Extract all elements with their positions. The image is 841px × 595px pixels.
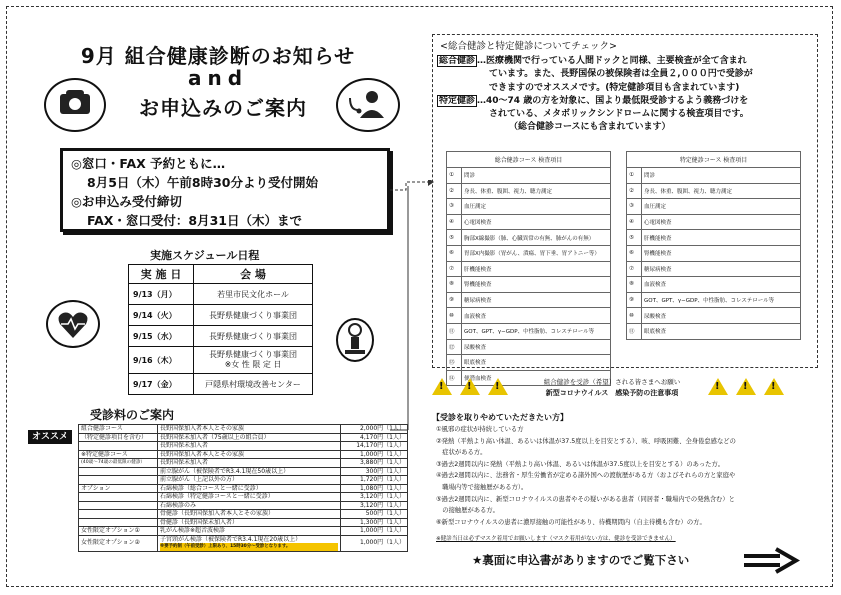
fee-price: 3,880円（1人） (341, 459, 408, 468)
fee-category (79, 476, 158, 485)
schedule-date: 9/15（水） (129, 326, 194, 347)
comparison-text (437, 55, 753, 135)
fee-category: 組合健診コース (79, 425, 158, 434)
schedule-table (128, 264, 313, 395)
item-number: ⑥ (627, 245, 642, 261)
item-number: ③ (447, 199, 462, 215)
table-row (627, 199, 801, 215)
item-number: ⑬ (447, 355, 462, 371)
item-number: ⑨ (627, 292, 642, 308)
schedule-title: 実施スケジュール日程 (150, 249, 260, 262)
warning-icon: ! (432, 378, 452, 395)
item-number: ⑪ (447, 323, 462, 339)
item-label: 尿酸検査 (642, 308, 801, 324)
fee-category: 女性限定オプション① (79, 527, 158, 536)
item-label: 身長、体重、腹囲、視力、聴力測定 (642, 183, 801, 199)
table-row (447, 308, 611, 324)
desc-general-2: ています。また、長野国保の被保険者は全員２,０００円で受診が (489, 69, 753, 80)
notice-heading: 【受診を取りやめていただきたい方】 (432, 413, 568, 422)
specific-exam-table (626, 151, 801, 340)
connector-arrows (390, 180, 434, 440)
table-row (447, 199, 611, 215)
fee-item: 前立腺がん（被保険者でR3.4.1現在50歳以上） (158, 467, 341, 476)
item-label: 心電図検査 (462, 214, 611, 230)
period-line2: 8月5日（木）午前8時30分より受付開始 (87, 175, 318, 190)
fee-price: 500円（1人） (341, 510, 408, 519)
item-number: ⑥ (447, 245, 462, 261)
item-label: GOT、GPT、γ−GDP、中性脂肪、コレステロール等 (462, 323, 611, 339)
schedule-venue: 戸隠県村環境改善センター (194, 374, 313, 395)
term-specific-exam: 特定健診 (439, 95, 476, 106)
fee-price: 3,120円（1人） (341, 501, 408, 510)
scale-icon (336, 318, 374, 362)
item-number: ⑤ (447, 230, 462, 246)
table-row (447, 214, 611, 230)
fee-price: 1,300円（1人） (341, 518, 408, 527)
item-label: 心電図検査 (642, 214, 801, 230)
fee-category: （特定健診項目を含む） (79, 433, 158, 442)
item-number: ⑫ (447, 339, 462, 355)
desc-specific-1: …40〜74 歳の方を対象に、国より最低限受診するよう義務づけを (477, 95, 749, 106)
fee-item: 子宮頸がん検診（被保険者でR3.4.1現在20歳以上） (160, 535, 302, 543)
list-item: ④過去2週間以内に、法務省・厚生労働省が定める諸外国への渡航歴がある方（およびそれらの方と家庭や (436, 472, 736, 480)
schedule-venue: 長野県健康づくり事業団 (194, 326, 313, 347)
fee-item: 前立腺がん（上記以外の方） (158, 476, 341, 485)
schedule-header-venue: 会 場 (194, 265, 313, 284)
desc-specific-2: されている、メタボリックシンドロームに関する検査項目です。 (489, 109, 749, 120)
item-label: 糖尿病検査 (462, 292, 611, 308)
fee-category (79, 442, 158, 451)
fee-price: 300円（1人） (341, 467, 408, 476)
fee-price: 4,170円（1人） (341, 433, 408, 442)
item-number: ④ (627, 214, 642, 230)
desc-general-3: できますのでオススメです。(特定健診項目も含まれています) (489, 82, 740, 93)
notice-line1: 組合健診を受診（希望）される皆さまへお願い (543, 378, 681, 386)
fee-title: 受診料のご案内 (90, 408, 175, 422)
schedule-date: 9/17（金） (129, 374, 194, 395)
table-row (627, 308, 801, 324)
item-number: ⑦ (627, 261, 642, 277)
general-exam-title: 総合健診コース 検査項目 (447, 152, 611, 168)
term-general-exam: 総合健診 (439, 56, 476, 66)
phone-icon (44, 78, 106, 132)
schedule-header-date: 実 施 日 (129, 265, 194, 284)
table-row (627, 183, 801, 199)
fee-item: 長野国保加入者本人とその家族 (158, 450, 341, 459)
table-row (627, 292, 801, 308)
item-number: ① (627, 168, 642, 184)
table-row (129, 326, 313, 347)
title-line3: お申込みのご案内 (139, 96, 307, 120)
schedule-venue: 若里市民文化ホール (194, 284, 313, 305)
fee-price: 1,720円（1人） (341, 476, 408, 485)
table-row (627, 261, 801, 277)
item-number: ② (447, 183, 462, 199)
fee-item: 骨健診（長野国保未加入者） (158, 518, 341, 527)
period-line1: ◎窓口・FAX 予約ともに… (71, 156, 226, 171)
list-item: の接触歴がある方。 (436, 507, 499, 515)
item-label: 血液検査 (462, 308, 611, 324)
table-row (447, 339, 611, 355)
table-row (79, 501, 408, 510)
table-row (627, 214, 801, 230)
fee-category (79, 467, 158, 476)
table-row (129, 374, 313, 395)
table-row (79, 425, 408, 434)
table-row (79, 459, 408, 468)
item-number: ⑧ (447, 277, 462, 293)
item-label: 胃部X内撮影（胃がん、潰瘍、胃下垂、胃アトニー等） (462, 245, 611, 261)
fee-reservation-note: ※要予約制（午前受診）上限あり、15時30分〜受診となります。 (160, 543, 338, 551)
list-item: ③過去2週間以内に発熱（平熱より高い体温、あるいは体温が37.5度以上を目安とする）のあった方。 (436, 460, 725, 468)
table-row (79, 433, 408, 442)
schedule-date: 9/14（火） (129, 305, 194, 326)
table-row (79, 467, 408, 476)
fee-price: 1,000円（1人） (341, 535, 408, 551)
table-row (79, 484, 408, 493)
table-row (79, 493, 408, 502)
table-row (447, 245, 611, 261)
item-number: ③ (627, 199, 642, 215)
specific-exam-title: 特定健診コース 検査項目 (627, 152, 801, 168)
item-number: ⑪ (627, 323, 642, 339)
table-row (129, 284, 313, 305)
warning-icon: ! (708, 378, 728, 395)
notice-list (436, 424, 736, 528)
warning-icon: ! (736, 378, 756, 395)
item-label: 便潜血検査 (462, 370, 611, 386)
table-row (79, 510, 408, 519)
item-label: 眼底検査 (462, 355, 611, 371)
table-row (447, 355, 611, 371)
table-row (447, 168, 611, 184)
list-item: ②発熱（平熱より高い体温、あるいは体温が37.5度以上を目安とする）、咳、呼吸困難、全身倦怠感などの (436, 437, 736, 445)
item-number: ⑤ (627, 230, 642, 246)
period-line3: ◎お申込み受付締切 (71, 194, 182, 209)
fee-table (78, 424, 408, 552)
fee-item: 長野国保未加入者 (158, 459, 341, 468)
notice-line2: 新型コロナウイルス 感染予防の注意事項 (545, 389, 679, 397)
schedule-venue: 長野県健康づくり事業団 (194, 305, 313, 326)
item-number: ① (447, 168, 462, 184)
table-row (447, 183, 611, 199)
fee-item: 石綿検診（総合コースと一緒に受診） (158, 484, 341, 493)
fee-price: 1,000円（1人） (341, 450, 408, 459)
list-item: ①風邪の症状が持続している方 (436, 426, 524, 433)
item-label: 尿酸検査 (462, 339, 611, 355)
list-item: ⑥新型コロナウイルスの患者に濃厚接触の可能性があり、待機期間内（自主待機も含む）の方。 (436, 518, 706, 526)
table-row (129, 347, 313, 374)
warning-icon: ! (764, 378, 784, 395)
item-number: ⑧ (627, 277, 642, 293)
fee-category: (40歳〜74歳の最低限の健診） (79, 459, 158, 468)
table-row (627, 168, 801, 184)
item-label: 胸部X線撮影（肺、心臓異常の有無、肺がんの有無） (462, 230, 611, 246)
item-number: ⑩ (627, 308, 642, 324)
table-row (79, 476, 408, 485)
item-label: 腎機能検査 (642, 245, 801, 261)
title-line1: 9月 組合健康診断のお知らせ (80, 44, 356, 68)
item-label: 肝機能検査 (642, 230, 801, 246)
table-row (79, 450, 408, 459)
mask-note: ※健診当日は必ずマスク着用でお願いします（マスク着用がない方は、健診を受診できません） (436, 536, 676, 542)
title-line2: and (187, 66, 249, 90)
schedule-venue: 長野県健康づくり事業団 (209, 350, 297, 359)
item-label: 肝機能検査 (462, 261, 611, 277)
fee-item: 長野国保未加入者（75歳以上の組合員） (158, 433, 341, 442)
table-row (627, 323, 801, 339)
item-number: ⑦ (447, 261, 462, 277)
recommend-badge: オススメ (28, 430, 72, 444)
item-label: 血圧測定 (462, 199, 611, 215)
item-number: ② (627, 183, 642, 199)
heart-icon (46, 300, 100, 348)
desc-specific-3: （総合健診コースにも含まれています） (509, 122, 671, 133)
fee-item: 石綿検診のみ (158, 501, 341, 510)
fee-category: 女性限定オプション② (79, 535, 158, 551)
table-row (79, 518, 408, 527)
fee-item: 長野国保未加入者 (158, 442, 341, 451)
item-label: 腎機能検査 (462, 277, 611, 293)
fee-item: 骨健診（長野国保加入者本人とその家族） (158, 510, 341, 519)
fee-category (79, 510, 158, 519)
table-row (447, 277, 611, 293)
table-row (447, 261, 611, 277)
warning-icon: ! (460, 378, 480, 395)
item-label: GOT、GPT、γ−GDP、中性脂肪、コレステロール等 (642, 292, 801, 308)
item-label: 問診 (642, 168, 801, 184)
fee-category (79, 518, 158, 527)
item-label: 血圧測定 (642, 199, 801, 215)
desc-general-1: …医療機関で行っている人間ドックと同様、主要検査が全て含まれ (477, 56, 747, 66)
doctor-icon (336, 78, 400, 132)
fee-category (79, 501, 158, 510)
item-label: 血液検査 (642, 277, 801, 293)
item-number: ⑩ (447, 308, 462, 324)
list-item: 職場内等で接触歴がある方）。 (436, 483, 528, 491)
table-row (627, 277, 801, 293)
table-row (79, 442, 408, 451)
fee-category: オプション (79, 484, 158, 493)
table-row (447, 292, 611, 308)
schedule-date: 9/16（木） (129, 347, 194, 374)
general-exam-table (446, 151, 611, 386)
table-row (79, 535, 408, 551)
item-label: 眼底検査 (642, 323, 801, 339)
table-row (447, 230, 611, 246)
item-number: ⑭ (447, 370, 462, 386)
fee-price: 3,120円（1人） (341, 493, 408, 502)
fee-category: ※特定健診コース (79, 450, 158, 459)
table-row (79, 527, 408, 536)
fee-price: 1,000円（1人） (341, 527, 408, 536)
item-label: 身長、体重、腹囲、視力、聴力測定 (462, 183, 611, 199)
item-number: ④ (447, 214, 462, 230)
list-item: 症状がある方。 (436, 449, 487, 457)
schedule-date: 9/13（月） (129, 284, 194, 305)
schedule-note: ※女 性 限 定 日 (224, 360, 282, 369)
table-row (627, 245, 801, 261)
notice-header (520, 377, 704, 399)
comparison-heading: <総合健診と特定健診についてチェック> (440, 41, 617, 52)
warning-icon: ! (488, 378, 508, 395)
item-label: 糖尿病検査 (642, 261, 801, 277)
item-label: 問診 (462, 168, 611, 184)
fee-price: 2,000円（1人） (341, 425, 408, 434)
fee-item: 石綿検診（特定健診コースと一緒に受診） (158, 493, 341, 502)
fee-item: 乳がん検診※超音波検診 (158, 527, 341, 536)
fee-price: 14,170円（1人） (341, 442, 408, 451)
fee-item: 長野国保加入者本人とその家族 (158, 425, 341, 434)
right-arrow-icon (742, 546, 800, 580)
fee-category (79, 493, 158, 502)
period-line4: FAX・窓口受付：8月31日（木）まで (87, 213, 303, 228)
item-number: ⑨ (447, 292, 462, 308)
table-row (447, 323, 611, 339)
table-row (627, 230, 801, 246)
list-item: ⑤過去2週間以内に、新型コロナウイルスの患者やその疑いがある患者（同居者・職場内での発熱含む）と (436, 495, 735, 503)
table-row (129, 305, 313, 326)
reception-period-box (60, 148, 390, 232)
fee-price: 1,080円（1人） (341, 484, 408, 493)
back-side-note: ★裏面に申込書がありますのでご覧下さい (472, 553, 690, 567)
